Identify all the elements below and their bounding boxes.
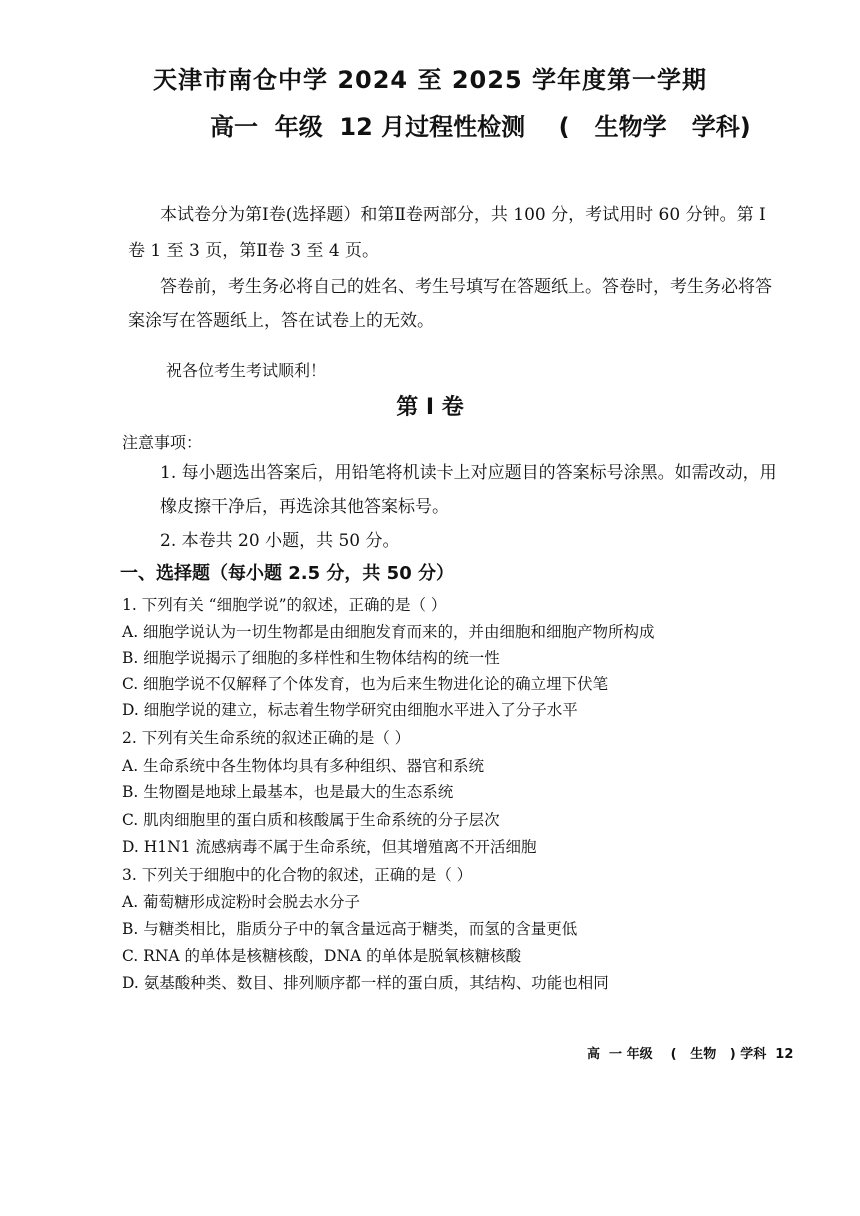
question-3-option-a: A. 葡萄糖形成淀粉时会脱去水分子 xyxy=(122,893,361,911)
instruction-line-4: 案涂写在答题纸上，答在试卷上的无效。 xyxy=(128,311,434,331)
instruction-line-1: 本试卷分为第Ⅰ卷(选择题）和第Ⅱ卷两部分，共 100 分，考试用时 60 分钟。第 Ⅰ xyxy=(160,205,766,225)
question-1-stem: 1. 下列有关 “细胞学说”的叙述，正确的是（ ） xyxy=(122,596,447,614)
question-2-stem: 2. 下列有关生命系统的叙述正确的是（ ） xyxy=(122,729,411,747)
section-title: 一、选择题（每小题 2.5 分，共 50 分） xyxy=(120,563,455,584)
exam-title: 天津市南仓中学 2024 至 2025 学年度第一学期 xyxy=(152,66,707,94)
question-3-option-b: B. 与糖类相比，脂质分子中的氧含量远高于糖类，而氢的含量更低 xyxy=(122,920,578,938)
part-one-heading: 第 Ⅰ 卷 xyxy=(396,395,464,420)
question-1-option-a: A. 细胞学说认为一切生物都是由细胞发育而来的，并由细胞和细胞产物所构成 xyxy=(122,623,655,641)
question-2-option-d: D. H1N1 流感病毒不属于生命系统，但其增殖离不开活细胞 xyxy=(122,838,537,856)
question-1-option-c: C. 细胞学说不仅解释了个体发育，也为后来生物进化论的确立埋下伏笔 xyxy=(122,675,609,693)
question-1-option-b: B. 细胞学说揭示了细胞的多样性和生物体结构的统一性 xyxy=(122,649,500,667)
question-3-stem: 3. 下列关于细胞中的化合物的叙述，正确的是（ ） xyxy=(122,866,473,884)
instruction-line-2: 卷 1 至 3 页，第Ⅱ卷 3 至 4 页。 xyxy=(128,241,380,261)
page-footer: 高 一 年级 ( 生物 ) 学科 12 xyxy=(587,1047,794,1062)
question-2-option-b: B. 生物圈是地球上最基本，也是最大的生态系统 xyxy=(122,783,454,801)
question-1-option-d: D. 细胞学说的建立，标志着生物学研究由细胞水平进入了分子水平 xyxy=(122,701,578,719)
question-3-option-d: D. 氨基酸种类、数目、排列顺序都一样的蛋白质，其结构、功能也相同 xyxy=(122,974,609,992)
good-luck-wish: 祝各位考生考试顺利！ xyxy=(166,361,327,380)
instruction-line-3: 答卷前，考生务必将自己的姓名、考生号填写在答题纸上。答卷时，考生务必将答 xyxy=(160,277,772,297)
exam-subtitle: 高一 年级 12 月过程性检测 ( 生物学 学科) xyxy=(210,113,751,141)
question-2-option-a: A. 生命系统中各生物体均具有多种组织、器官和系统 xyxy=(122,757,485,775)
question-3-option-c: C. RNA 的单体是核糖核酸，DNA 的单体是脱氧核糖核酸 xyxy=(122,947,522,965)
note-1-line-1: 1. 每小题选出答案后，用铅笔将机读卡上对应题目的答案标号涂黑。如需改动，用 xyxy=(160,463,777,483)
note-2: 2. 本卷共 20 小题，共 50 分。 xyxy=(160,531,400,551)
notes-title: 注意事项： xyxy=(122,433,203,452)
note-1-line-2: 橡皮擦干净后，再选涂其他答案标号。 xyxy=(160,497,449,517)
question-2-option-c: C. 肌肉细胞里的蛋白质和核酸属于生命系统的分子层次 xyxy=(122,811,500,829)
